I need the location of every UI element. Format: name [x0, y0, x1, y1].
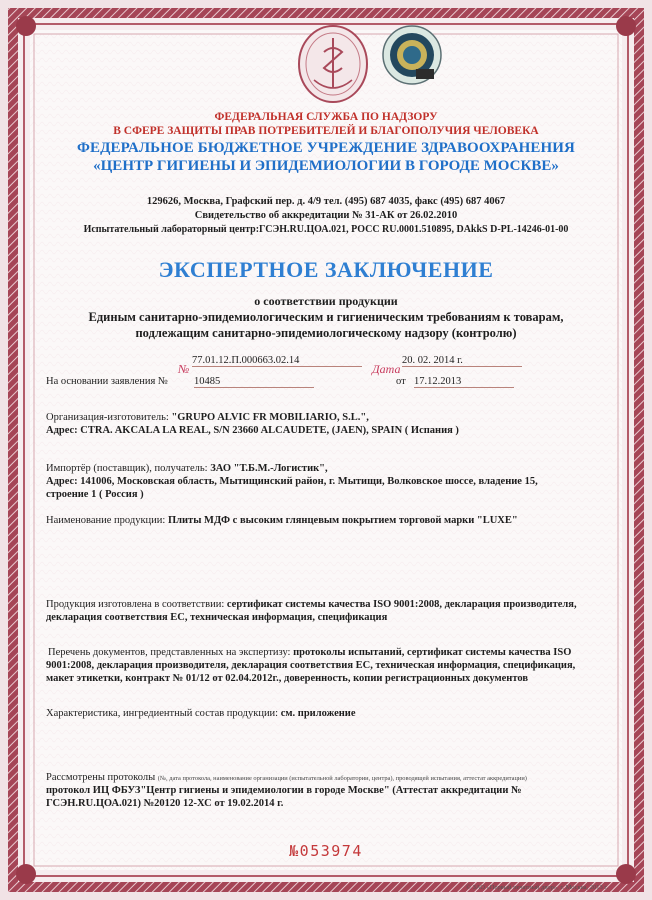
characteristics-label: Характеристика, ингредиентный состав продукции: [46, 708, 279, 719]
number-label: № [178, 362, 190, 376]
importer-label: Импортёр (поставщик), получатель: [46, 463, 208, 474]
produced-value-2: декларация соответствия ЕС, техническая информация, спецификация [46, 612, 388, 623]
subtitle-line-1: о соответствии продукции [254, 294, 398, 308]
from-label: от [396, 376, 406, 387]
product-line [46, 515, 518, 526]
protocols-hint: (№, дата протокола, наименование организации (испытательной лаборатории, центра), проводящей испытания, аттестат аккредитации) [157, 775, 527, 782]
product-name: Плиты МДФ с высоким глянцевым покрытием торговой марки "LUXE" [167, 515, 518, 526]
protocols-label: Рассмотрены протоколы [46, 772, 156, 783]
characteristics-value: см. приложение [280, 708, 356, 719]
manufacturer-address: Адрес: CTRA. AKCALA LA REAL, S/N 23660 ALCAUDETE, (JAEN), SPAIN ( Испания ) [46, 425, 459, 436]
documents-value-2: 9001:2008, декларация производителя, декларация соответствия ЕС, техническая информация, спецификация, [46, 660, 576, 671]
subtitle-line-3: подлежащим санитарно-эпидемиологическому надзору (контролю) [135, 326, 517, 340]
date-label: Дата [372, 362, 401, 376]
documents-label: Перечень документов, представленных на экспертизу: [48, 647, 291, 658]
protocols-line [46, 772, 527, 783]
subtitle-line-2: Единым санитарно-эпидемиологическим и гигиеническим требованиям к товарам, [88, 310, 564, 324]
protocols-value-1: протокол ИЦ ФБУЗ"Центр гигиены и эпидемиологии в городе Москве" (Аттестат аккредитации № [46, 785, 522, 796]
importer-address-1: Адрес: 141006, Московская область, Мытищинский район, г. Мытищи, Волковское шоссе, владение 15, [46, 476, 538, 487]
importer-name: ЗАО "Т.Б.М.-Логистик", [210, 463, 328, 474]
basis-label: На основании заявления № [46, 376, 168, 387]
importer-line [46, 463, 328, 474]
documents-value-3: макет этикетки, контракт № 01/12 от 02.04.2012г., доверенность, копии регистрационных документов [46, 673, 529, 684]
product-label: Наименование продукции: [46, 515, 166, 526]
issue-date: 20. 02. 2014 г. [402, 355, 522, 367]
serial-number: №053974 [289, 842, 363, 860]
header-line-1: ФЕДЕРАЛЬНАЯ СЛУЖБА ПО НАДЗОРУ [214, 111, 438, 123]
manufacturer-line [46, 412, 369, 423]
header-line-4: «ЦЕНТР ГИГИЕНЫ И ЭПИДЕМИОЛОГИИ В ГОРОДЕ МОСКВЕ» [93, 158, 559, 174]
application-date: 17.12.2013 [414, 376, 514, 388]
accreditation-line: Свидетельство об аккредитации № 31-АК от 26.02.2010 [194, 210, 458, 221]
address-line: 129626, Москва, Графский пер. д. 4/9 тел. (495) 687 4035, факс (495) 687 4067 [146, 196, 506, 207]
produced-label: Продукция изготовлена в соответствии: [46, 599, 225, 610]
protocols-value-2: ГСЭН.RU.ЦОА.021) №20120 12-ХС от 19.02.2014 г. [46, 798, 284, 809]
header-line-3: ФЕДЕРАЛЬНОЕ БЮДЖЕТНОЕ УЧРЕЖДЕНИЕ ЗДРАВООХРАНЕНИЯ [77, 140, 575, 156]
printer-mark: © ЗАО «Первый печатный двор», г. Москва, 2013 г. [466, 884, 608, 891]
manufacturer-name: "GRUPO ALVIC FR MOBILIARIO, S.L.", [171, 412, 369, 423]
produced-value-1: сертификат системы качества ISO 9001:2008, декларация производителя, [226, 599, 577, 610]
expert-conclusion-number: 77.01.12.П.000663.02.14 [192, 355, 362, 367]
characteristics-line [46, 708, 356, 719]
documents-value-1: протоколы испытаний, сертификат системы качества ISO [293, 647, 572, 658]
header-line-2: В СФЕРЕ ЗАЩИТЫ ПРАВ ПОТРЕБИТЕЛЕЙ И БЛАГОПОЛУЧИЯ ЧЕЛОВЕКА [113, 125, 539, 137]
document-title: ЭКСПЕРТНОЕ ЗАКЛЮЧЕНИЕ [158, 257, 494, 282]
manufacturer-label: Организация-изготовитель: [46, 412, 169, 423]
lab-center-line: Испытательный лабораторный центр:ГСЭН.RU.ЦОА.021, РОСС RU.0001.510895, DAkkS D-PL-14246-01-00 [83, 224, 569, 235]
application-number: 10485 [194, 376, 314, 388]
produced-line [46, 599, 577, 610]
documents-line [48, 647, 571, 658]
importer-address-2: строение 1 ( Россия ) [46, 489, 144, 500]
